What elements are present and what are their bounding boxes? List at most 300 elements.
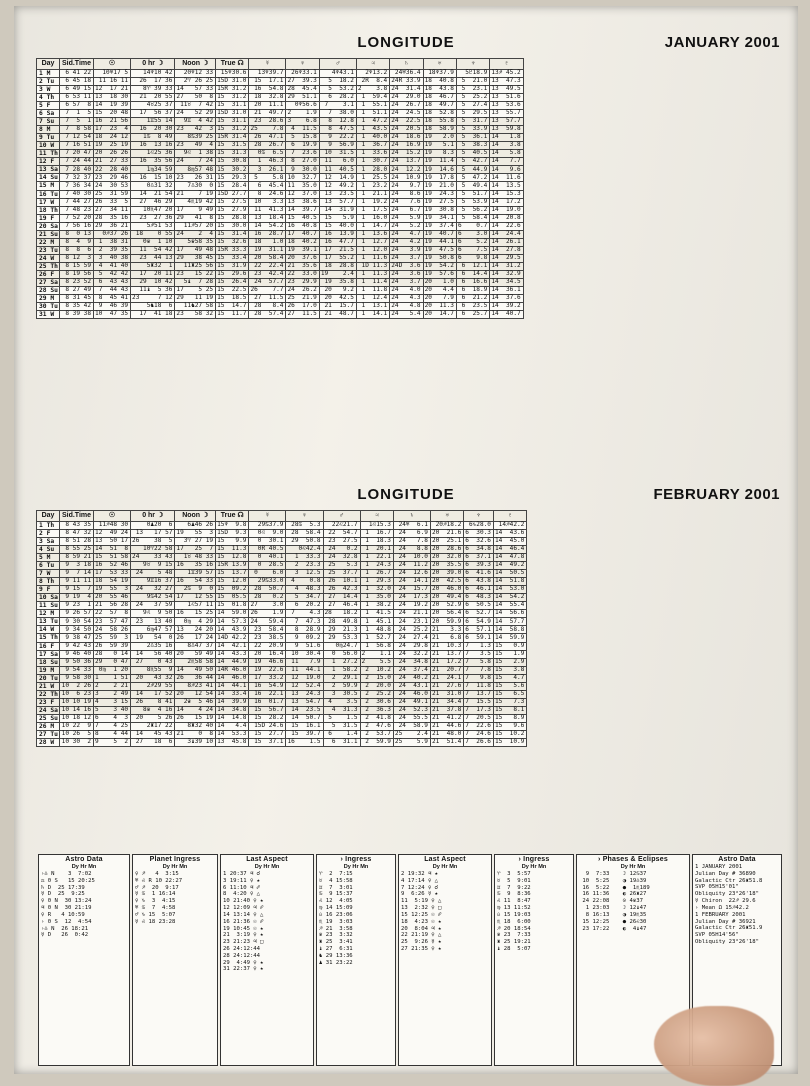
- data-line: ♛ 23 7:33: [497, 932, 531, 939]
- row-data-cell: 15 01.8: [216, 602, 249, 610]
- data-line: 8 4:20 ♀ △: [223, 891, 261, 898]
- row-data-cell: 8 23 52: [59, 279, 93, 287]
- row-data-cell: 20 16.4: [249, 650, 286, 658]
- row-data-cell: 26♆33.1: [286, 69, 319, 77]
- data-line: 27 21:35 ♀ ★: [401, 945, 442, 952]
- row-data-cell: 8 27.0: [286, 158, 319, 166]
- row-data-cell: 13 55.7: [490, 110, 523, 118]
- row-data-cell: 16 21 56: [94, 118, 131, 126]
- row-data-cell: 21 48.7: [319, 311, 356, 319]
- row-data-cell: 4 0.8: [286, 578, 323, 586]
- row-data-cell: 23 42 3: [175, 126, 216, 134]
- row-data-cell: 7 28 40: [59, 166, 93, 174]
- row-data-cell: 14 45.0: [493, 537, 526, 545]
- row-data-cell: 0 40.1: [249, 554, 286, 562]
- row-data-cell: 13 18.4: [249, 214, 286, 222]
- data-line: ♊ 7 9:22: [497, 884, 531, 891]
- row-data-cell: 7 5 1: [59, 118, 93, 126]
- row-data-cell: 15D 31.0: [216, 110, 249, 118]
- row-day-cell: 5 M: [37, 554, 60, 562]
- row-data-cell: 9♊16 37: [131, 578, 175, 586]
- row-data-cell: 7 20.5: [464, 714, 494, 722]
- row-data-cell: 9♊ 4 42: [175, 118, 216, 126]
- row-data-cell: 25 7.8: [249, 126, 286, 134]
- row-data-cell: 21 20 55: [131, 93, 175, 101]
- row-data-cell: 5 15.8: [286, 134, 319, 142]
- row-data-cell: 15 12.0: [216, 578, 249, 586]
- row-data-cell: 10 14 16: [59, 706, 93, 714]
- row-data-cell: 14 54.2: [249, 222, 286, 230]
- row-data-cell: 20 7.9: [423, 295, 456, 303]
- row-data-cell: 24 4.2: [390, 238, 423, 246]
- row-data-cell: 21 15.7: [319, 303, 356, 311]
- row-data-cell: 2 47.6: [360, 723, 393, 731]
- data-line: 26 24:12:44: [223, 945, 261, 952]
- row-data-cell: 28 26.7: [249, 142, 286, 150]
- row-data-cell: 24 40.2: [393, 674, 430, 682]
- row-data-cell: 15 11.7: [216, 311, 249, 319]
- data-line: 9 7:33 ☽ 12♋37: [579, 871, 647, 877]
- data-line: 29 4:49 ♀ ★: [223, 959, 264, 966]
- column-header-1: Sid.Time: [59, 511, 93, 522]
- row-data-cell: 15R 31.4: [216, 134, 249, 142]
- row-data-cell: 24 3.6: [390, 271, 423, 279]
- row-data-cell: 24 26.7: [390, 102, 423, 110]
- row-data-cell: 21 49.7: [249, 110, 286, 118]
- planet-ingress-lines: [135, 871, 215, 926]
- row-data-cell: 24 52.3: [393, 706, 430, 714]
- row-data-cell: 24 32 27: [131, 586, 175, 594]
- row-data-cell: 24 43.1: [393, 682, 430, 690]
- row-data-cell: 6 41 22: [59, 69, 93, 77]
- row-data-cell: 24 9.7: [390, 182, 423, 190]
- row-data-cell: 25 2.4: [393, 731, 430, 739]
- row-data-cell: 10♈22 58: [131, 545, 175, 553]
- row-data-cell: 8 28.9: [286, 626, 323, 634]
- january-longitude-title: LONGITUDE: [357, 34, 455, 51]
- row-data-cell: 19 25 19: [94, 142, 131, 150]
- row-data-cell: 11 54 42: [131, 246, 175, 254]
- row-data-cell: 24 6.7: [390, 206, 423, 214]
- row-data-cell: 29 41 8: [175, 214, 216, 222]
- row-data-cell: 7 4 25: [94, 723, 131, 731]
- row-data-cell: 15 2.9: [493, 658, 526, 666]
- row-data-cell: 14 37.6: [490, 295, 523, 303]
- astro-data-header: Dy Hr Mn: [71, 864, 97, 870]
- row-data-cell: 16 40.8: [286, 222, 319, 230]
- row-data-cell: 15 31.9: [216, 262, 249, 270]
- row-data-cell: 7 7.8: [464, 666, 494, 674]
- row-day-cell: 27 Sa: [37, 279, 60, 287]
- row-data-cell: 24 32.8: [323, 554, 360, 562]
- row-data-cell: 15 27.7: [249, 731, 286, 739]
- row-data-cell: 29 21.3: [323, 626, 360, 634]
- row-data-cell: 19 8.3: [423, 150, 456, 158]
- table-row: [37, 166, 524, 174]
- data-line: ♉ 5 9:01: [497, 877, 531, 884]
- row-data-cell: 16 54.8: [249, 85, 286, 93]
- row-data-cell: 2 41.8: [360, 714, 393, 722]
- row-data-cell: 25 5.9: [393, 739, 430, 747]
- row-data-cell: 16 1.5: [286, 739, 323, 747]
- row-data-cell: 7 38.0: [319, 110, 356, 118]
- row-data-cell: 12 14.9: [319, 174, 356, 182]
- row-data-cell: 1 14.1: [356, 311, 389, 319]
- row-data-cell: 23 29 46: [94, 174, 131, 182]
- row-data-cell: 1♌57 11: [175, 602, 216, 610]
- row-data-cell: 8 15 59: [59, 262, 93, 270]
- row-data-cell: 4 48.3: [286, 586, 323, 594]
- row-data-cell: 8 8 6: [59, 246, 93, 254]
- row-day-cell: 12 F: [37, 158, 60, 166]
- row-data-cell: 9 23 1: [59, 602, 93, 610]
- row-data-cell: 9♉ 9 15: [131, 562, 175, 570]
- column-header-11: ♅: [423, 59, 456, 70]
- row-data-cell: 14D 42.2: [216, 634, 249, 642]
- row-data-cell: 22 33.0: [286, 271, 319, 279]
- row-data-cell: 7♎30 0: [175, 182, 216, 190]
- row-data-cell: 26 15 19: [175, 714, 216, 722]
- row-day-cell: 3 Sa: [37, 537, 60, 545]
- row-data-cell: 18 52.8: [423, 110, 456, 118]
- row-data-cell: 21 20.7: [430, 666, 463, 674]
- data-line: 10 21:40 ♀ ★: [223, 898, 264, 905]
- row-data-cell: 5 51.7: [456, 190, 489, 198]
- row-data-cell: 28♋ 5.3: [286, 521, 323, 529]
- row-day-cell: 9 Tu: [37, 134, 60, 142]
- row-data-cell: 7 3.5: [464, 650, 494, 658]
- row-data-cell: 2 2 21: [94, 682, 131, 690]
- row-data-cell: 16 15 25: [175, 610, 216, 618]
- row-data-cell: 7 36 34: [59, 182, 93, 190]
- row-data-cell: 0♆56.6: [286, 102, 319, 110]
- row-day-cell: 29 M: [37, 295, 60, 303]
- row-data-cell: 6 43.8: [464, 578, 494, 586]
- row-data-cell: 5 33.9: [456, 126, 489, 134]
- row-data-cell: 13 59.8: [490, 126, 523, 134]
- row-data-cell: 15 40.0: [319, 222, 356, 230]
- row-day-cell: 13 Tu: [37, 618, 60, 626]
- row-data-cell: 20 42.5: [319, 295, 356, 303]
- row-day-cell: 12 M: [37, 610, 60, 618]
- row-data-cell: 1♍34 59: [131, 166, 175, 174]
- row-data-cell: 1 23.2: [356, 182, 389, 190]
- column-header-10: ♄: [393, 511, 430, 522]
- row-data-cell: 1 38 31: [94, 238, 131, 246]
- row-data-cell: 1♊39 57: [175, 570, 216, 578]
- moon-ingress-1-header: Dy Hr Mn: [343, 864, 369, 870]
- row-data-cell: 24 20.5: [390, 126, 423, 134]
- row-day-cell: 22 M: [37, 238, 60, 246]
- row-data-cell: 14 46.4: [493, 545, 526, 553]
- row-day-cell: 10 W: [37, 142, 60, 150]
- row-data-cell: 20 26 26: [94, 150, 131, 158]
- row-data-cell: 21 41.2: [430, 714, 463, 722]
- row-data-cell: 23 49 4: [175, 142, 216, 150]
- row-data-cell: 8 27 49: [59, 287, 93, 295]
- row-day-cell: 8 Th: [37, 578, 60, 586]
- row-day-cell: 22 Th: [37, 690, 60, 698]
- row-data-cell: 15 32.6: [216, 238, 249, 246]
- row-day-cell: 7 W: [37, 570, 60, 578]
- data-line: 14 13:14 ♀ △: [223, 911, 264, 918]
- row-data-cell: 24 22.5: [390, 118, 423, 126]
- row-data-cell: 12 19.0: [286, 674, 323, 682]
- data-line: 15 12:25 ● 26♌30: [579, 918, 647, 925]
- row-data-cell: 15 17.1: [249, 77, 286, 85]
- row-data-cell: 19 55 3: [175, 529, 216, 537]
- row-data-cell: 28 45.4: [286, 85, 319, 93]
- row-data-cell: 1♋ 8 49: [131, 134, 175, 142]
- row-data-cell: 24 52 29: [175, 110, 216, 118]
- row-day-cell: 25 Su: [37, 714, 60, 722]
- row-data-cell: 24 57.7: [249, 279, 286, 287]
- row-data-cell: 15 22.5: [216, 287, 249, 295]
- row-data-cell: 14 22.6: [490, 222, 523, 230]
- row-data-cell: 19 47.5: [423, 246, 456, 254]
- row-data-cell: 2 1.9: [286, 110, 319, 118]
- row-data-cell: 6 20.2: [286, 602, 323, 610]
- row-data-cell: 10 6 23: [59, 690, 93, 698]
- row-data-cell: 23 27.5: [323, 537, 360, 545]
- row-data-cell: 8 31 45: [59, 295, 93, 303]
- last-aspect-2-lines: [401, 871, 489, 953]
- row-data-cell: 19 37.4: [423, 222, 456, 230]
- row-data-cell: 14 40.7: [490, 311, 523, 319]
- row-data-cell: 21 51.4: [430, 739, 463, 747]
- row-data-cell: 18♆37.9: [423, 69, 456, 77]
- data-line: 12 12:09 ♃ ☍: [223, 905, 264, 912]
- row-data-cell: 15 28.8: [216, 214, 249, 222]
- row-data-cell: 14 14.8: [216, 714, 249, 722]
- data-line: 24 22:08 ⊙ 4♛37: [579, 898, 643, 905]
- row-data-cell: 13 50 17: [94, 537, 131, 545]
- row-data-cell: 24 5.9: [390, 214, 423, 222]
- row-day-cell: 5 F: [37, 102, 60, 110]
- row-data-cell: 11 35.0: [286, 182, 319, 190]
- row-data-cell: 1 12.0: [356, 246, 389, 254]
- row-data-cell: 1 29.3: [360, 578, 393, 586]
- data-line: › 0 S 12 4:54: [41, 918, 92, 925]
- row-data-cell: 6 32.6: [464, 537, 494, 545]
- row-data-cell: 5 21.0: [456, 77, 489, 85]
- row-data-cell: 14 49 50: [175, 666, 216, 674]
- row-data-cell: 24 5.4: [390, 311, 423, 319]
- row-data-cell: 8 35 42: [59, 303, 93, 311]
- row-day-cell: 21 Su: [37, 230, 60, 238]
- row-data-cell: 10 47 35: [94, 311, 131, 319]
- row-data-cell: 20 28.6: [430, 545, 463, 553]
- row-data-cell: 26 7.7: [249, 287, 286, 295]
- row-data-cell: 6 57 8: [59, 102, 93, 110]
- row-data-cell: 11 7.9: [286, 658, 323, 666]
- data-line: 1 20:37 ♃ ☌: [223, 871, 261, 877]
- row-data-cell: 7 12 54: [59, 134, 93, 142]
- row-data-cell: 13♐ 45.2: [490, 69, 523, 77]
- data-line: ♌ 12 4:05: [319, 898, 353, 905]
- row-data-cell: 1 20.1: [360, 545, 393, 553]
- row-data-cell: 6 37.1: [464, 554, 494, 562]
- row-data-cell: 21 44.6: [430, 723, 463, 731]
- row-data-cell: 15 28.2: [249, 714, 286, 722]
- column-header-2: ☉: [94, 511, 131, 522]
- row-data-cell: 1 12.4: [356, 295, 389, 303]
- row-data-cell: 28 58.4: [286, 529, 323, 537]
- data-line: 19 10:45 ☉ ★: [223, 925, 264, 932]
- row-data-cell: 27 46.4: [323, 602, 360, 610]
- row-data-cell: 15 30.2: [216, 166, 249, 174]
- row-data-cell: 2 3.8: [356, 85, 389, 93]
- row-data-cell: 26 1.9: [249, 610, 286, 618]
- row-data-cell: 15 31.4: [216, 230, 249, 238]
- row-data-cell: 14 19 39: [94, 102, 131, 110]
- row-data-cell: 23 29.9: [286, 279, 319, 287]
- row-data-cell: 16 35 16: [175, 562, 216, 570]
- row-data-cell: 6 18.9: [456, 287, 489, 295]
- row-data-cell: 24 11.2: [393, 562, 430, 570]
- row-data-cell: 2 15.0: [360, 674, 393, 682]
- row-day-cell: 30 Tu: [37, 303, 60, 311]
- row-data-cell: 15 28.4: [216, 182, 249, 190]
- row-data-cell: 7 11.8: [464, 682, 494, 690]
- row-data-cell: 1 27.2: [323, 658, 360, 666]
- row-data-cell: 1 11.4: [356, 279, 389, 287]
- row-data-cell: 7 23.6: [286, 150, 319, 158]
- row-data-cell: 24 49.1: [393, 698, 430, 706]
- february-header-row: [37, 511, 527, 522]
- column-header-4: Noon ☽: [175, 511, 216, 522]
- row-data-cell: 20♆12 33: [175, 69, 216, 77]
- february-month-label: FEBRUARY 2001: [653, 486, 780, 503]
- row-day-cell: 10 Sa: [37, 594, 60, 602]
- row-data-cell: 14 50.7: [286, 714, 323, 722]
- row-data-cell: 19 14.6: [423, 166, 456, 174]
- column-header-3: 0 hr ☽: [131, 59, 175, 70]
- row-data-cell: 14 49.2: [493, 562, 526, 570]
- row-data-cell: 15 39.7: [286, 731, 323, 739]
- row-data-cell: 0R 40.5: [249, 545, 286, 553]
- row-data-cell: 23 42.4: [249, 271, 286, 279]
- row-data-cell: 1 52.7: [360, 634, 393, 642]
- row-data-cell: 26 17.0: [286, 303, 319, 311]
- row-data-cell: 15♆ 9.8: [216, 521, 249, 529]
- row-data-cell: 20 9.2: [319, 287, 356, 295]
- data-line: ♀ 0 N 30 13:24: [41, 898, 92, 905]
- row-data-cell: 14 36.1: [490, 287, 523, 295]
- row-data-cell: 16 28.7: [249, 230, 286, 238]
- data-line: ♐ 20 18:54: [497, 925, 531, 932]
- row-data-cell: 21 24.1: [430, 674, 463, 682]
- row-data-cell: 24D 3.6: [390, 262, 423, 270]
- data-line: ♈ 3 5:57: [497, 871, 531, 877]
- row-data-cell: 14 9.6: [490, 166, 523, 174]
- row-data-cell: 15 30.0: [216, 222, 249, 230]
- row-data-cell: 15 27.9: [216, 206, 249, 214]
- data-line: ♎ 15 19:03: [497, 911, 531, 918]
- row-data-cell: 0♍ 1 20: [94, 666, 131, 674]
- row-data-cell: 14 44.1: [216, 682, 249, 690]
- row-data-cell: 13 49.5: [490, 85, 523, 93]
- row-data-cell: 6 23.5: [456, 303, 489, 311]
- row-data-cell: 5 23.1: [456, 85, 489, 93]
- row-data-cell: 10 32.7: [286, 174, 319, 182]
- row-data-cell: 29 36 21: [94, 222, 131, 230]
- row-data-cell: 24 13.7: [390, 158, 423, 166]
- data-line: Galactic Ctr 26♜51.8: [695, 877, 763, 884]
- row-data-cell: 10♏47 20: [131, 206, 175, 214]
- row-data-cell: 24 3.9: [390, 246, 423, 254]
- column-header-7: ♀: [286, 511, 323, 522]
- row-day-cell: 17 W: [37, 198, 60, 206]
- row-data-cell: 6 59.1: [464, 634, 494, 642]
- moon-ingress-1-title: › Ingress: [340, 856, 372, 863]
- row-data-cell: 11 6.0: [319, 158, 356, 166]
- row-data-cell: 7 24.6: [464, 731, 494, 739]
- row-data-cell: 14♆10 42: [131, 69, 175, 77]
- row-data-cell: 6 30.3: [464, 529, 494, 537]
- row-data-cell: 1 58.2: [323, 666, 360, 674]
- row-data-cell: 25 21.9: [286, 295, 319, 303]
- row-data-cell: 7 3.1: [319, 102, 356, 110]
- ephemeris-page: [14, 6, 798, 1074]
- row-day-cell: 28 Su: [37, 287, 60, 295]
- row-data-cell: 26 36 44: [175, 674, 216, 682]
- row-data-cell: 0♎31 32: [131, 182, 175, 190]
- row-data-cell: 14 19.0: [490, 206, 523, 214]
- row-data-cell: 3 12.5: [286, 570, 323, 578]
- row-data-cell: 24 37.4: [393, 666, 430, 674]
- row-data-cell: 1♌15.3: [360, 521, 393, 529]
- row-data-cell: 23 38.5: [249, 634, 286, 642]
- row-data-cell: 22♌21.7: [323, 521, 360, 529]
- row-data-cell: 28 18.2: [323, 610, 360, 618]
- row-data-cell: 24 4.3: [390, 295, 423, 303]
- row-data-cell: 6 57.1: [464, 626, 494, 634]
- row-data-cell: 14♐42.2: [493, 521, 526, 529]
- row-data-cell: 21 0 8: [175, 731, 216, 739]
- row-data-cell: 8 45 41: [94, 295, 131, 303]
- row-day-cell: 19 F: [37, 214, 60, 222]
- row-data-cell: 6 45.4: [249, 182, 286, 190]
- row-data-cell: 16 13.9: [319, 230, 356, 238]
- february-table-wrap: [36, 510, 527, 747]
- row-data-cell: 24 7 24: [175, 158, 216, 166]
- data-line: 21 3:19 ♀ ★: [223, 932, 264, 939]
- column-header-3: 0 hr ☽: [131, 511, 175, 522]
- table-row: [37, 658, 527, 666]
- row-data-cell: 5 25.2: [456, 93, 489, 101]
- row-data-cell: 21 10.3: [430, 642, 463, 650]
- data-line: 8 16:13 ◑ 19♏35: [579, 911, 647, 918]
- row-data-cell: 14 21 54: [131, 190, 175, 198]
- row-data-cell: 15 8.9: [493, 714, 526, 722]
- row-data-cell: 16 47.7: [319, 238, 356, 246]
- row-data-cell: 12 49 24: [94, 529, 131, 537]
- data-line: ♍ 13 11:52: [497, 905, 531, 912]
- row-data-cell: 26 47.1: [249, 134, 286, 142]
- row-data-cell: 14R 46.0: [216, 666, 249, 674]
- row-data-cell: 5 58.4: [456, 214, 489, 222]
- row-data-cell: 24 30 53: [94, 182, 131, 190]
- row-data-cell: 16 13 16: [131, 142, 175, 150]
- row-day-cell: 14 Su: [37, 174, 60, 182]
- row-data-cell: 2♛ 5 46: [175, 698, 216, 706]
- astro-data-2-lines: [695, 864, 779, 946]
- row-day-cell: 3 W: [37, 85, 60, 93]
- row-day-cell: 23 Tu: [37, 246, 60, 254]
- data-line: 13 2:32 ♀ □: [401, 905, 442, 912]
- row-day-cell: 2 Tu: [37, 77, 60, 85]
